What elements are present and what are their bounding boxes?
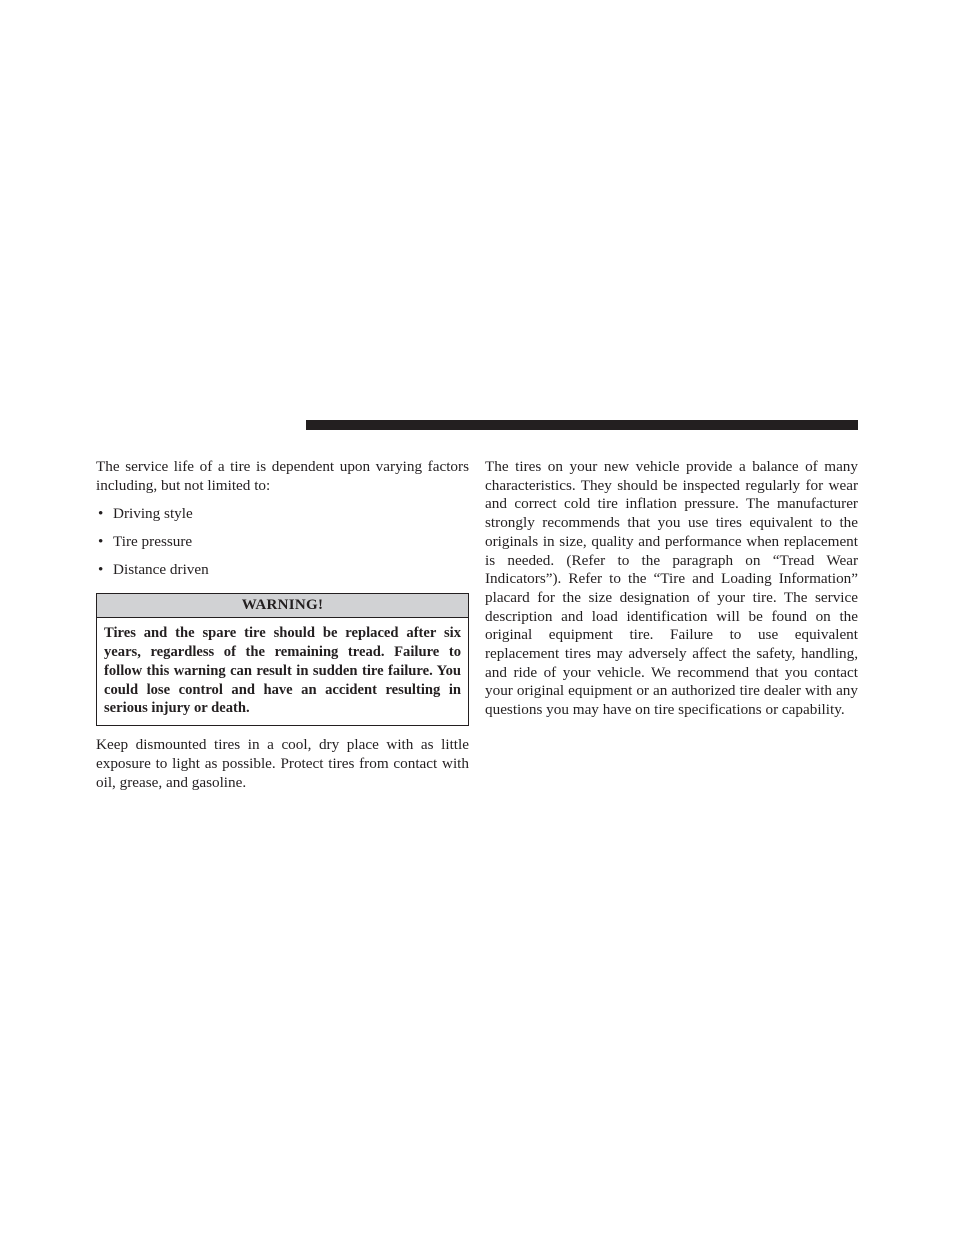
storage-paragraph: Keep dismounted tires in a cool, dry place with as little exposure to light as possible. Protect tires from contact with oil, grease, and gasoline. [96, 736, 469, 791]
warning-box [96, 593, 469, 726]
header-rule [306, 420, 858, 430]
bullet-icon: • [98, 533, 104, 551]
tire-balance-paragraph: The tires on your new vehicle provide a balance of many characteristics. They should be inspected regularly for wear and correct cold tire inflation pressure. The manufacturer strongly recommends that you use tires equivalent to the originals in size, quality and performance when replacement is needed. (Refer to the paragraph on “Tread Wear Indicators”). Refer to the “Tire and Loading Information” placard for the size designation of your tire. The service description and load identification will be found on the original equipment tire. Failure to use equivalent replacement tires may adversely affect the safety, handling, and ride of your vehicle. We recommend that you contact your original equipment or an authorized tire dealer with any questions you may have on tire specifications or capability. [485, 458, 858, 719]
warning-text: Tires and the spare tire should be replaced after six years, regardless of the remaining tread. Failure to follow this warning can result in sudden tire failure. You could lose control and have an accident resulting in serious injury or death. [104, 625, 461, 717]
bullet-list [96, 505, 469, 580]
left-column [96, 458, 469, 792]
bullet-icon: • [98, 505, 104, 523]
bullet-icon: • [98, 561, 104, 579]
list-item-text: Distance driven [113, 561, 209, 579]
list-item [96, 533, 469, 552]
intro-paragraph: The service life of a tire is dependent upon varying factors including, but not limited to: [96, 458, 469, 494]
list-item [96, 505, 469, 524]
list-item-text: Tire pressure [113, 533, 193, 551]
warning-title: WARNING! [97, 594, 468, 618]
right-column [485, 458, 858, 720]
list-item-text: Driving style [113, 505, 193, 523]
list-item [96, 561, 469, 580]
